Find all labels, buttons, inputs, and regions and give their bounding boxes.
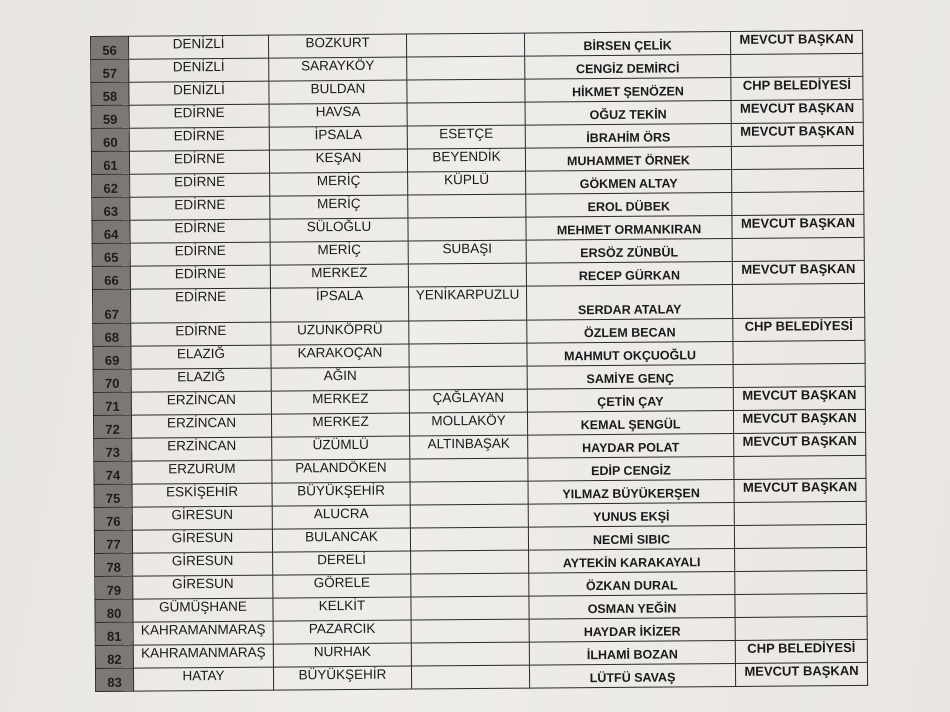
status-cell: MEVCUT BAŞKAN: [732, 214, 864, 238]
district-cell: AĞIN: [271, 367, 409, 391]
town-cell: MOLLAKÖY: [409, 412, 527, 436]
status-cell: [732, 237, 864, 261]
candidate-name-cell: OĞUZ TEKİN: [525, 100, 731, 125]
town-cell: [411, 573, 529, 597]
town-cell: [407, 56, 525, 80]
province-cell: EDİRNE: [130, 196, 270, 220]
row-number: 63: [92, 197, 130, 220]
district-cell: NURHAK: [273, 643, 411, 667]
candidate-name-cell: MAHMUT OKÇUOĞLU: [527, 341, 733, 366]
row-number: 61: [91, 151, 129, 174]
district-cell: BÜYÜKŞEHİR: [272, 482, 410, 506]
candidate-table-body: [91, 30, 868, 691]
province-cell: ERZİNCAN: [131, 391, 271, 415]
candidate-name-cell: YUNUS EKŞİ: [528, 502, 734, 527]
status-cell: [732, 191, 864, 215]
town-cell: SUBAŞI: [408, 240, 526, 264]
candidate-name-cell: GÖKMEN ALTAY: [526, 169, 732, 194]
row-number: 78: [95, 553, 133, 576]
town-cell: [407, 102, 525, 126]
status-cell: [731, 145, 863, 169]
town-cell: [411, 642, 529, 666]
status-cell: [735, 593, 867, 617]
district-cell: DERELİ: [273, 551, 411, 575]
district-cell: PALANDÖKEN: [272, 459, 410, 483]
candidate-name-cell: NECMİ SIBIC: [528, 525, 734, 550]
candidate-name-cell: ÇETİN ÇAY: [527, 387, 733, 412]
district-cell: ÜZÜMLÜ: [272, 436, 410, 460]
status-cell: MEVCUT BAŞKAN: [734, 432, 866, 456]
district-cell: MERKEZ: [270, 264, 408, 288]
candidate-name-cell: EROL DÜBEK: [526, 192, 732, 217]
row-number: 69: [93, 346, 131, 369]
status-cell: [734, 501, 866, 525]
province-cell: GÜMÜŞHANE: [133, 598, 273, 622]
candidate-name-cell: İLHAMİ BOZAN: [529, 640, 735, 665]
candidate-name-cell: RECEP GÜRKAN: [526, 261, 732, 286]
status-cell: MEVCUT BAŞKAN: [731, 99, 863, 123]
candidate-name-cell: SERDAR ATALAY: [526, 284, 732, 320]
district-cell: KEŞAN: [269, 149, 407, 173]
district-cell: MERİÇ: [270, 195, 408, 219]
province-cell: EDİRNE: [130, 265, 270, 289]
town-cell: ÇAĞLAYAN: [409, 389, 527, 413]
row-number: 58: [91, 82, 129, 105]
province-cell: EDİRNE: [131, 322, 271, 346]
town-cell: [408, 194, 526, 218]
row-number: 70: [93, 369, 131, 392]
province-cell: EDİRNE: [130, 173, 270, 197]
district-cell: BOZKURT: [268, 34, 406, 58]
status-cell: CHP BELEDİYESİ: [733, 317, 865, 341]
town-cell: ESETÇE: [407, 125, 525, 149]
row-number: 71: [93, 392, 131, 415]
row-number: 82: [95, 645, 133, 668]
candidate-name-cell: LÜTFÜ SAVAŞ: [529, 663, 735, 688]
town-cell: KÜPLÜ: [408, 171, 526, 195]
row-number: 67: [92, 289, 130, 323]
town-cell: [406, 33, 524, 57]
province-cell: GİRESUN: [132, 506, 272, 530]
town-cell: [407, 79, 525, 103]
province-cell: EDİRNE: [129, 127, 269, 151]
province-cell: DENİZLİ: [129, 58, 269, 82]
district-cell: MERKEZ: [271, 413, 409, 437]
province-cell: GİRESUN: [133, 552, 273, 576]
candidate-name-cell: SAMİYE GENÇ: [527, 364, 733, 389]
row-number: 73: [94, 438, 132, 461]
province-cell: ELAZIĞ: [131, 345, 271, 369]
candidate-name-cell: İBRAHİM ÖRS: [525, 123, 731, 148]
row-number: 76: [94, 507, 132, 530]
candidate-name-cell: ÖZKAN DURAL: [529, 571, 735, 596]
province-cell: KAHRAMANMARAŞ: [133, 621, 273, 645]
candidate-name-cell: KEMAL ŞENGÜL: [527, 410, 733, 435]
candidate-table: [90, 30, 868, 692]
row-number: 77: [94, 530, 132, 553]
status-cell: [733, 363, 865, 387]
province-cell: EDİRNE: [129, 104, 269, 128]
province-cell: ELAZIĞ: [131, 368, 271, 392]
province-cell: KAHRAMANMARAŞ: [133, 644, 273, 668]
candidate-name-cell: BİRSEN ÇELİK: [524, 31, 730, 56]
status-cell: MEVCUT BAŞKAN: [733, 409, 865, 433]
province-cell: EDİRNE: [129, 150, 269, 174]
town-cell: [408, 217, 526, 241]
town-cell: [410, 504, 528, 528]
status-cell: [733, 340, 865, 364]
province-cell: HATAY: [133, 667, 273, 691]
status-cell: [734, 524, 866, 548]
town-cell: [411, 596, 529, 620]
district-cell: İPSALA: [270, 287, 408, 322]
town-cell: [409, 320, 527, 344]
row-number: 74: [94, 461, 132, 484]
district-cell: BULDAN: [269, 80, 407, 104]
row-number: 72: [93, 415, 131, 438]
province-cell: ERZURUM: [132, 460, 272, 484]
district-cell: KARAKOÇAN: [271, 344, 409, 368]
candidate-name-cell: AYTEKİN KARAKAYALI: [529, 548, 735, 573]
status-cell: [735, 547, 867, 571]
candidate-name-cell: OSMAN YEĞİN: [529, 594, 735, 619]
province-cell: GİRESUN: [133, 575, 273, 599]
district-cell: PAZARCIK: [273, 620, 411, 644]
town-cell: [411, 619, 529, 643]
status-cell: [732, 283, 864, 318]
status-cell: CHP BELEDİYESİ: [735, 639, 867, 663]
status-cell: CHP BELEDİYESİ: [731, 76, 863, 100]
status-cell: MEVCUT BAŞKAN: [734, 478, 866, 502]
candidate-name-cell: MEHMET ORMANKIRAN: [526, 215, 732, 240]
row-number: 68: [93, 323, 131, 346]
province-cell: ERZİNCAN: [132, 437, 272, 461]
status-cell: [731, 53, 863, 77]
row-number: 75: [94, 484, 132, 507]
candidate-name-cell: YILMAZ BÜYÜKERŞEN: [528, 479, 734, 504]
province-cell: GİRESUN: [132, 529, 272, 553]
row-number: 79: [95, 576, 133, 599]
status-cell: [732, 168, 864, 192]
district-cell: MERİÇ: [270, 172, 408, 196]
town-cell: ALTINBAŞAK: [410, 435, 528, 459]
district-cell: ALUCRA: [272, 505, 410, 529]
status-cell: MEVCUT BAŞKAN: [731, 122, 863, 146]
candidate-name-cell: MUHAMMET ÖRNEK: [525, 146, 731, 171]
row-number: 60: [91, 128, 129, 151]
candidate-name-cell: HAYDAR POLAT: [528, 433, 734, 458]
row-number: 64: [92, 220, 130, 243]
town-cell: [408, 263, 526, 287]
town-cell: [409, 366, 527, 390]
town-cell: YENİKARPUZLU: [408, 286, 526, 321]
town-cell: BEYENDİK: [407, 148, 525, 172]
status-cell: MEVCUT BAŞKAN: [735, 662, 867, 686]
province-cell: DENİZLİ: [129, 81, 269, 105]
candidate-name-cell: CENGİZ DEMİRCİ: [525, 54, 731, 79]
candidate-name-cell: HAYDAR İKİZER: [529, 617, 735, 642]
status-cell: MEVCUT BAŞKAN: [733, 386, 865, 410]
row-number: 65: [92, 243, 130, 266]
candidate-name-cell: ERSÖZ ZÜNBÜL: [526, 238, 732, 263]
row-number: 56: [91, 36, 129, 59]
district-cell: UZUNKÖPRÜ: [271, 321, 409, 345]
candidate-name-cell: ÖZLEM BECAN: [527, 318, 733, 343]
province-cell: DENİZLİ: [129, 35, 269, 59]
province-cell: EDİRNE: [130, 242, 270, 266]
district-cell: GÖRELE: [273, 574, 411, 598]
row-number: 81: [95, 622, 133, 645]
row-number: 59: [91, 105, 129, 128]
district-cell: MERKEZ: [271, 390, 409, 414]
town-cell: [410, 481, 528, 505]
town-cell: [411, 550, 529, 574]
district-cell: İPSALA: [269, 126, 407, 150]
status-cell: [734, 455, 866, 479]
row-number: 57: [91, 59, 129, 82]
town-cell: [410, 458, 528, 482]
district-cell: SARAYKÖY: [269, 57, 407, 81]
status-cell: [735, 570, 867, 594]
town-cell: [411, 665, 529, 689]
status-cell: MEVCUT BAŞKAN: [732, 260, 864, 284]
status-cell: [735, 616, 867, 640]
province-cell: EDİRNE: [130, 288, 270, 323]
district-cell: SÜLOĞLU: [270, 218, 408, 242]
row-number: 83: [95, 668, 133, 691]
row-number: 66: [92, 266, 130, 289]
province-cell: EDİRNE: [130, 219, 270, 243]
town-cell: [409, 343, 527, 367]
district-cell: BULANCAK: [272, 528, 410, 552]
row-number: 80: [95, 599, 133, 622]
district-cell: MERİÇ: [270, 241, 408, 265]
row-number: 62: [92, 174, 130, 197]
status-cell: MEVCUT BAŞKAN: [730, 30, 862, 54]
candidate-list-sheet: [90, 30, 867, 690]
district-cell: KELKİT: [273, 597, 411, 621]
district-cell: HAVSA: [269, 103, 407, 127]
candidate-name-cell: EDİP CENGİZ: [528, 456, 734, 481]
province-cell: ERZİNCAN: [131, 414, 271, 438]
province-cell: ESKİŞEHİR: [132, 483, 272, 507]
district-cell: BÜYÜKŞEHİR: [273, 666, 411, 690]
town-cell: [410, 527, 528, 551]
candidate-name-cell: HİKMET ŞENÖZEN: [525, 77, 731, 102]
